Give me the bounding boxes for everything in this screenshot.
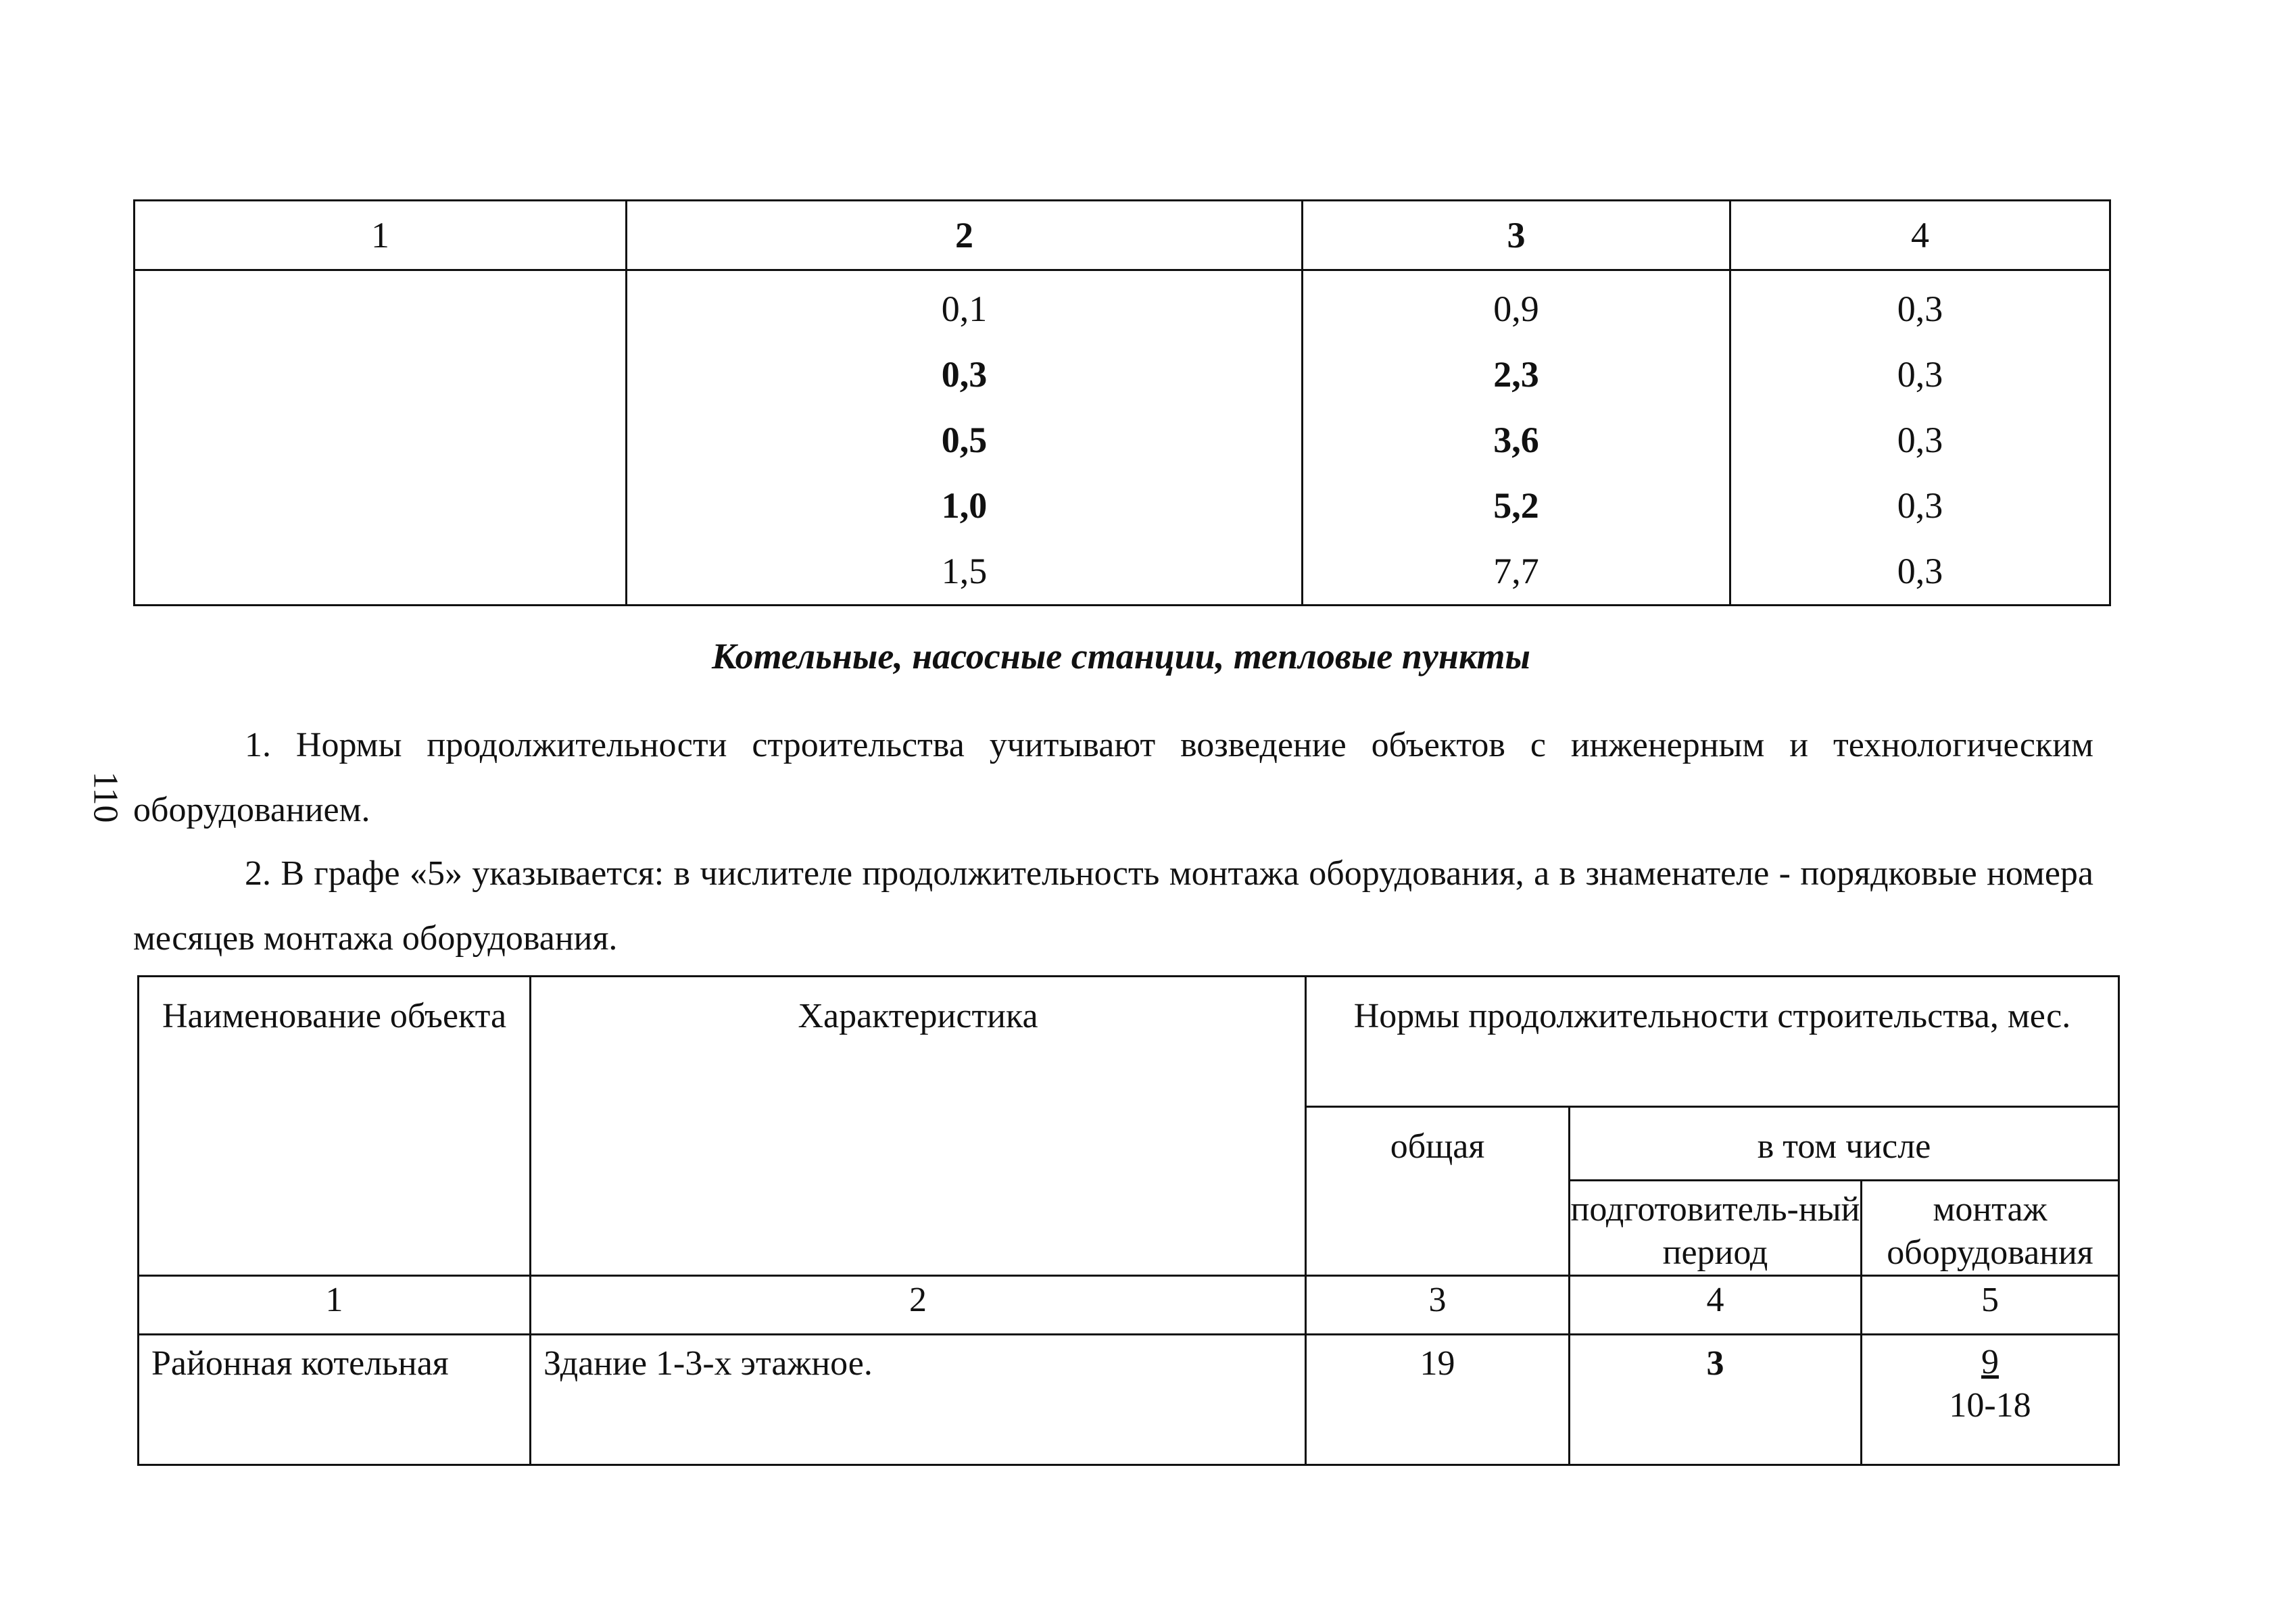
top-col2-value: 1,5: [941, 551, 988, 591]
row-mount: [1862, 1335, 2119, 1465]
col-number-5: 5: [1862, 1276, 2119, 1335]
col-number-4: 4: [1570, 1276, 1862, 1335]
top-col3-value: 7,7: [1493, 551, 1539, 591]
top-header-1: 1: [135, 201, 627, 270]
mount-denominator: 10-18: [1949, 1386, 2031, 1425]
top-col4-value: 0,3: [1897, 420, 1943, 460]
mount-numerator: 9: [1981, 1343, 1999, 1381]
header-characteristic: Характеристика: [531, 977, 1306, 1276]
header-total: общая: [1306, 1107, 1570, 1276]
top-table: [133, 199, 2111, 606]
section-title: Котельные, насосные станции, тепловые пункты: [712, 636, 1530, 676]
page-number: 110: [86, 771, 125, 823]
row-total: 19: [1306, 1335, 1570, 1465]
top-header-4: 4: [1730, 201, 2110, 270]
top-col3-value: 0,9: [1493, 289, 1539, 329]
top-col4-value: 0,3: [1897, 289, 1943, 329]
row-name: Районная котельная: [139, 1335, 531, 1465]
top-col2-value: 0,1: [941, 289, 988, 329]
top-empty-cell: [135, 270, 627, 606]
paragraph-1: 1. Нормы продолжительности строительства учитывают возведение объектов с инженерным и технологическим оборудованием.: [133, 726, 2093, 829]
top-header-3: 3: [1303, 201, 1730, 270]
col-number-3: 3: [1306, 1276, 1570, 1335]
top-col4-value: 0,3: [1897, 354, 1943, 395]
header-name: Наименование объекта: [139, 977, 531, 1276]
header-prep-period: подготовитель-ный период: [1570, 1181, 1862, 1276]
top-col-2: [627, 270, 1303, 606]
row-characteristic: Здание 1-3-х этажное.: [531, 1335, 1306, 1465]
table-row: [139, 1335, 2119, 1465]
header-norms: Нормы продолжительности строительства, мес.: [1306, 977, 2119, 1107]
top-col2-value: 0,5: [941, 420, 988, 460]
header-including: в том числе: [1570, 1107, 2119, 1181]
top-col4-value: 0,3: [1897, 485, 1943, 526]
top-col4-value: 0,3: [1897, 551, 1943, 591]
top-col-3: [1303, 270, 1730, 606]
col-number-2: 2: [531, 1276, 1306, 1335]
top-header-2: 2: [627, 201, 1303, 270]
top-col-4: [1730, 270, 2110, 606]
top-col3-value: 3,6: [1493, 420, 1539, 460]
top-col3-value: 5,2: [1493, 485, 1539, 526]
col-number-1: 1: [139, 1276, 531, 1335]
paragraph-2: 2. В графе «5» указывается: в числителе продолжительность монтажа оборудования, а в знаменателе - порядковые номера месяцев монтажа оборудования.: [133, 854, 2093, 958]
top-col2-value: 1,0: [941, 485, 988, 526]
top-col3-value: 2,3: [1493, 354, 1539, 395]
top-col2-value: 0,3: [941, 354, 988, 395]
norms-table: [137, 975, 2120, 1466]
header-equipment-mounting: монтаж оборудования: [1862, 1181, 2119, 1276]
row-prep: 3: [1570, 1335, 1862, 1465]
